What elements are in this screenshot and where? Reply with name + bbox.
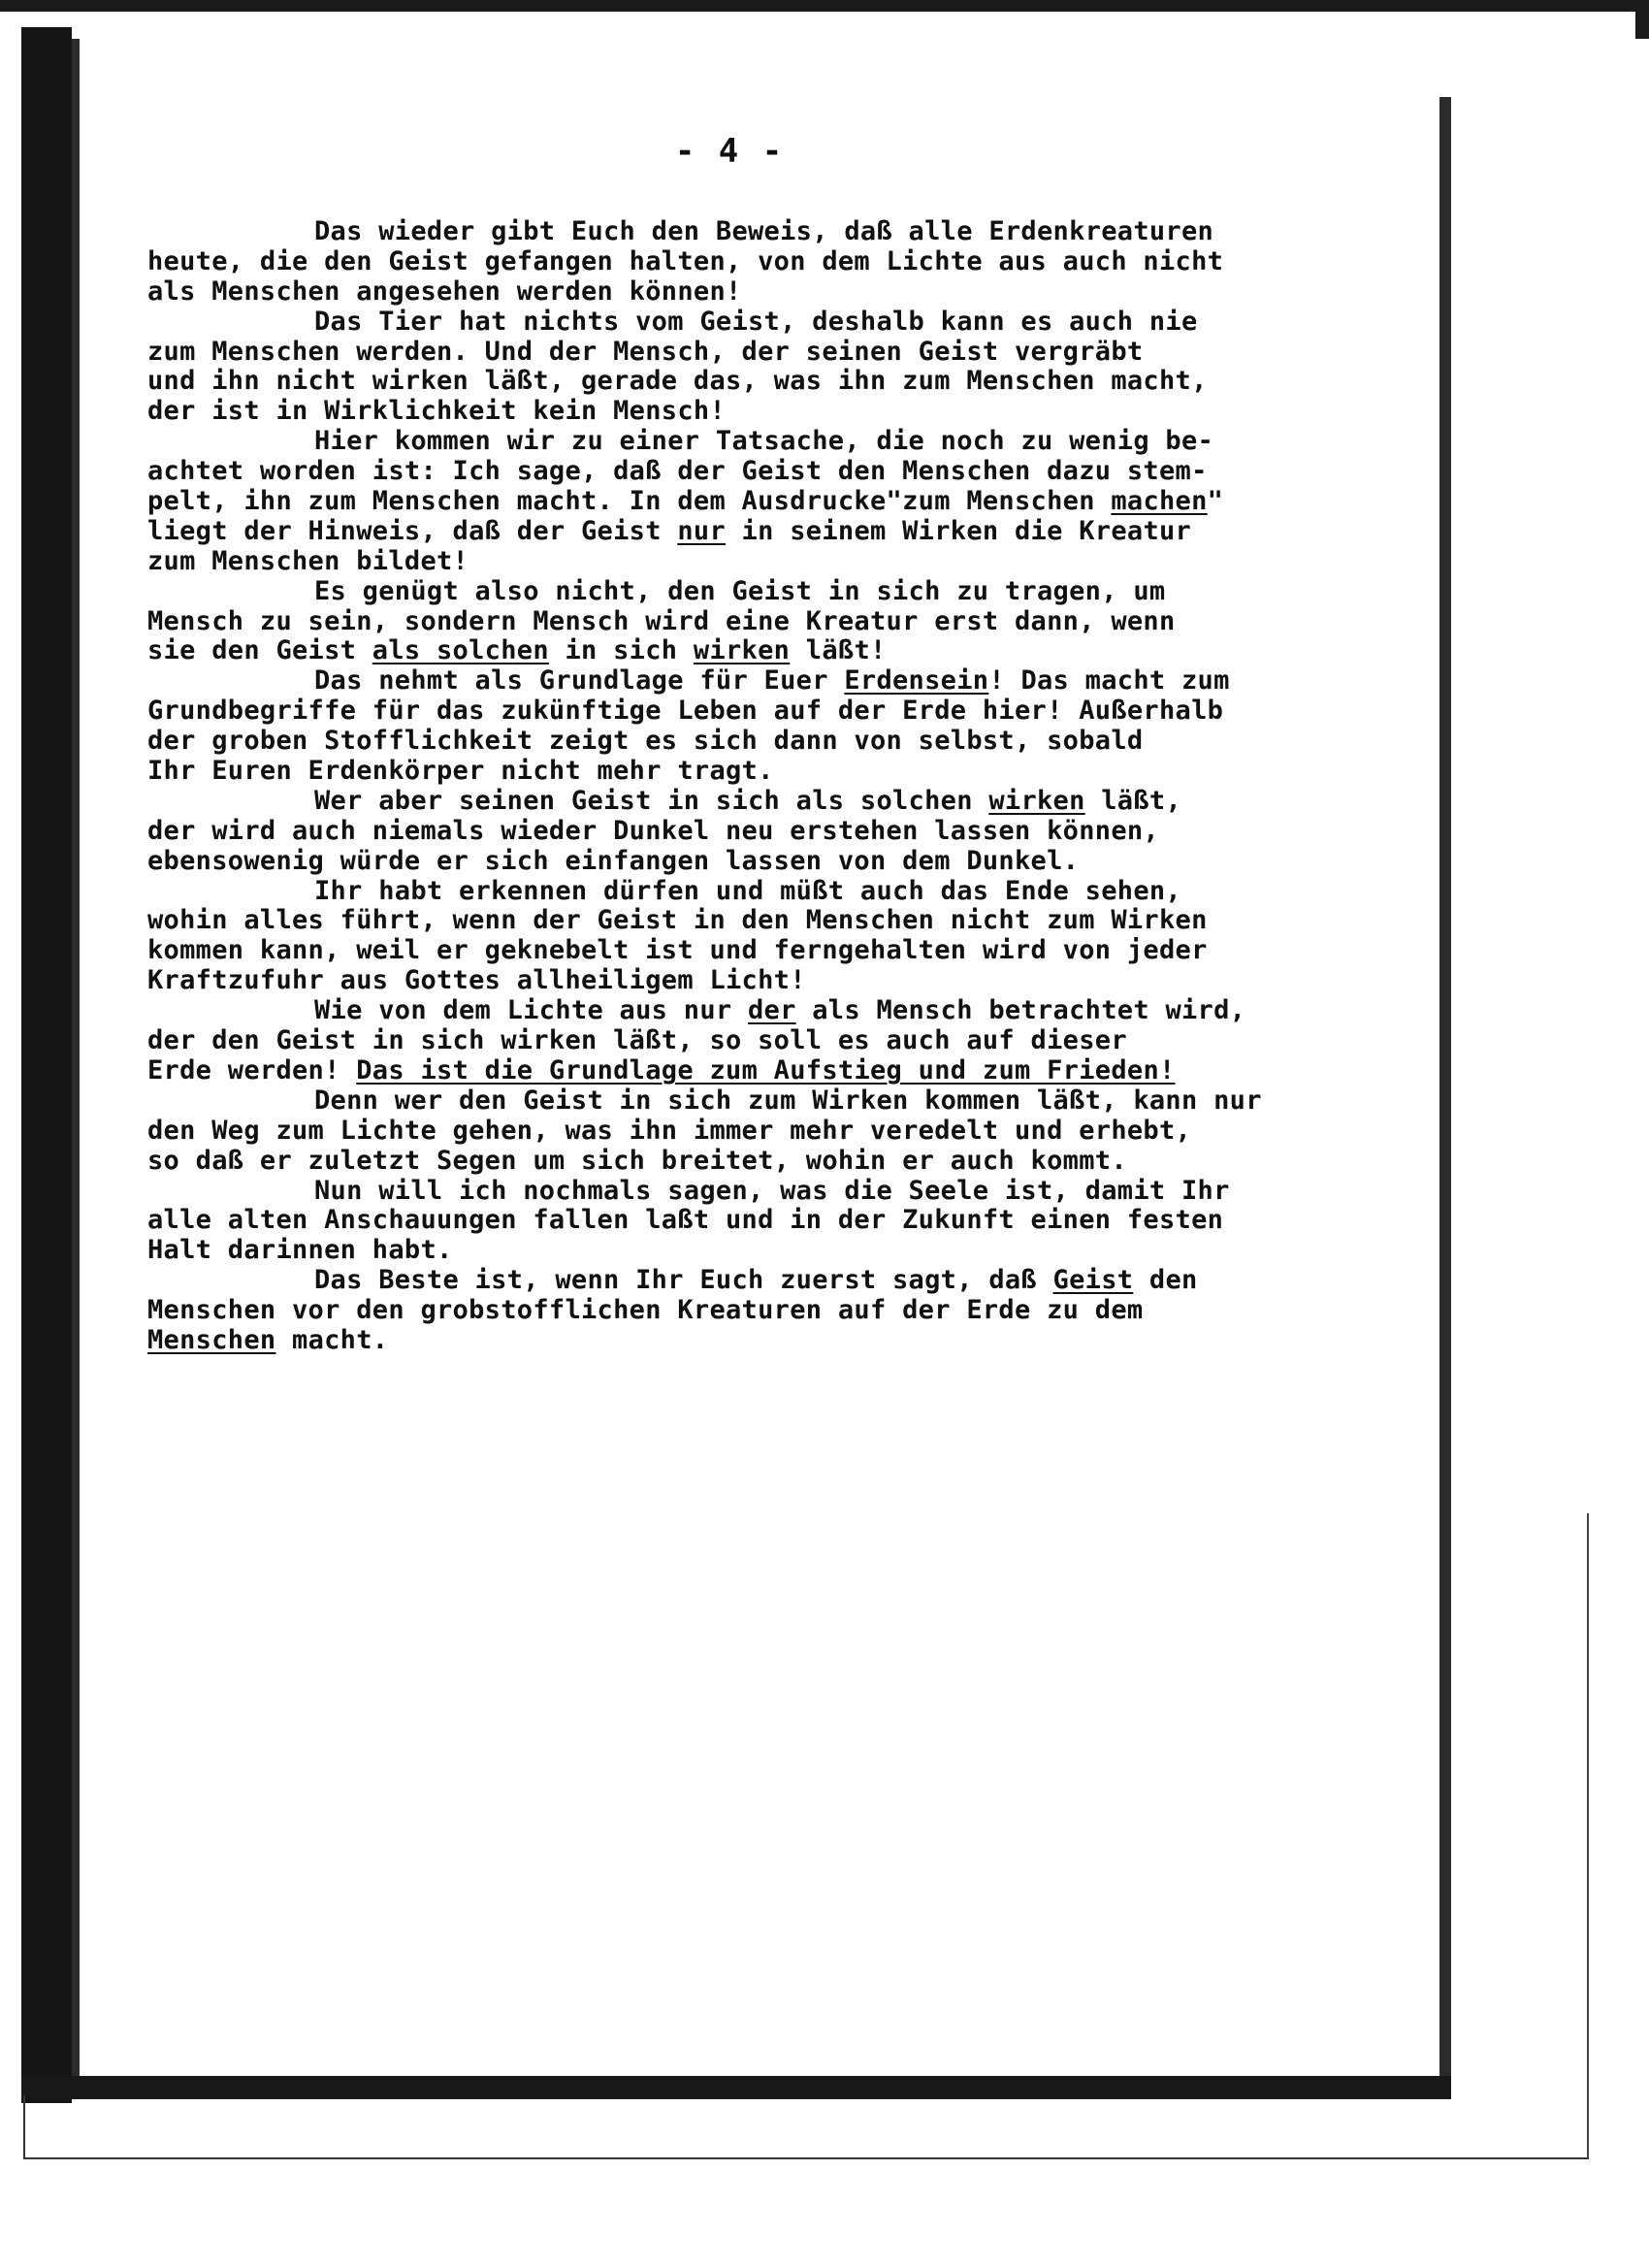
text-segment: als Menschen angesehen werden können! bbox=[147, 275, 742, 307]
text-segment: Halt darinnen habt. bbox=[147, 1235, 453, 1266]
text-segment: der wird auch niemals wieder Dunkel neu erstehen lassen können, bbox=[147, 815, 1159, 846]
text-segment: der groben Stofflichkeit zeigt es sich dann von selbst, sobald bbox=[147, 726, 1144, 757]
text-segment: Es genügt also nicht, den Geist in sich zu tragen, um bbox=[314, 575, 1166, 606]
text-segment: Hier kommen wir zu einer Tatsache, die noch zu wenig be- bbox=[314, 426, 1214, 457]
text-segment: ebensowenig würde er sich einfangen lassen von dem Dunkel. bbox=[147, 845, 1080, 876]
paragraph-first-line bbox=[147, 1266, 1447, 1296]
underlined-emphasis: wirken bbox=[693, 635, 791, 666]
text-line bbox=[147, 906, 1447, 936]
paragraph-first-line bbox=[147, 577, 1447, 607]
underlined-emphasis: Das ist die Grundlage zum Aufstieg und zum Frieden! bbox=[356, 1054, 1176, 1085]
text-line bbox=[147, 277, 1447, 308]
text-line bbox=[147, 936, 1447, 966]
text-line bbox=[147, 697, 1447, 727]
text-segment: Denn wer den Geist in sich zum Wirken kommen läßt, kann nur bbox=[314, 1085, 1262, 1116]
paragraph-first-line bbox=[147, 666, 1447, 697]
text-line bbox=[147, 847, 1447, 877]
text-line bbox=[147, 1056, 1447, 1086]
underlined-emphasis: wirken bbox=[988, 785, 1085, 816]
text-segment: den bbox=[1133, 1265, 1198, 1296]
paragraph-first-line bbox=[147, 787, 1447, 817]
text-segment: sie den Geist bbox=[147, 635, 372, 666]
text-segment: zum Menschen werden. Und der Mensch, der seinen Geist vergräbt bbox=[147, 336, 1144, 367]
text-segment: Kraftzufuhr aus Gottes allheiligem Licht! bbox=[147, 965, 806, 996]
text-segment: Mensch zu sein, sondern Mensch wird eine Kreatur erst dann, wenn bbox=[147, 605, 1176, 636]
text-segment: alle alten Anschauungen fallen laßt und in der Zukunft einen festen bbox=[147, 1205, 1224, 1236]
text-segment: ! Das macht zum bbox=[988, 665, 1230, 697]
scan-corner-mark bbox=[1635, 0, 1649, 39]
text-line bbox=[147, 636, 1447, 666]
text-line bbox=[147, 487, 1447, 517]
paragraph-first-line bbox=[147, 217, 1447, 247]
typewritten-page bbox=[147, 132, 1447, 1975]
underlined-emphasis: als solchen bbox=[372, 635, 549, 666]
scan-outer-frame bbox=[23, 2095, 1589, 2159]
text-segment: in seinem Wirken die Kreatur bbox=[726, 515, 1192, 546]
paragraph-first-line bbox=[147, 427, 1447, 457]
text-line bbox=[147, 517, 1447, 547]
text-line bbox=[147, 397, 1447, 427]
body-text bbox=[147, 217, 1447, 1356]
text-segment: Wie von dem Lichte aus nur bbox=[314, 995, 748, 1026]
text-line bbox=[147, 1117, 1447, 1147]
text-segment: Das wieder gibt Euch den Beweis, daß alle Erdenkreaturen bbox=[314, 216, 1214, 246]
scan-left-border bbox=[21, 27, 72, 2103]
paragraph-first-line bbox=[147, 877, 1447, 907]
text-segment: in sich bbox=[548, 635, 694, 666]
text-segment: " bbox=[1207, 486, 1224, 517]
text-line bbox=[147, 367, 1447, 397]
text-segment: Nun will ich nochmals sagen, was die Seele ist, damit Ihr bbox=[314, 1175, 1230, 1206]
text-segment: pelt, ihn zum Menschen macht. In dem Ausdrucke"zum Menschen bbox=[147, 486, 1112, 517]
text-segment: Ihr Euren Erdenkörper nicht mehr tragt. bbox=[147, 756, 774, 787]
underlined-emphasis: machen bbox=[1111, 486, 1208, 517]
text-segment: Menschen vor den grobstofflichen Kreaturen auf der Erde zu dem bbox=[147, 1295, 1144, 1326]
page-number: - 4 - bbox=[674, 132, 785, 171]
paragraph-first-line bbox=[147, 1177, 1447, 1207]
text-line bbox=[147, 247, 1447, 277]
text-line bbox=[147, 547, 1447, 577]
text-segment: Erde werden! bbox=[147, 1054, 357, 1085]
text-segment: wohin alles führt, wenn der Geist in den Menschen nicht zum Wirken bbox=[147, 905, 1208, 936]
text-segment: und ihn nicht wirken läßt, gerade das, was ihn zum Menschen macht, bbox=[147, 366, 1208, 397]
text-segment: der ist in Wirklichkeit kein Mensch! bbox=[147, 396, 726, 427]
text-segment: achtet worden ist: Ich sage, daß der Geist den Menschen dazu stem- bbox=[147, 456, 1208, 487]
underlined-emphasis: nur bbox=[677, 515, 726, 546]
text-segment: Das Tier hat nichts vom Geist, deshalb kann es auch nie bbox=[314, 306, 1198, 337]
paragraph-first-line bbox=[147, 996, 1447, 1026]
text-segment: macht. bbox=[275, 1324, 389, 1355]
text-line bbox=[147, 1147, 1447, 1177]
text-segment: liegt der Hinweis, daß der Geist bbox=[147, 515, 678, 546]
text-segment: läßt! bbox=[790, 635, 887, 666]
paragraph-first-line bbox=[147, 308, 1447, 338]
text-line bbox=[147, 457, 1447, 487]
text-segment: Grundbegriffe für das zukünftige Leben auf der Erde hier! Außerhalb bbox=[147, 696, 1224, 727]
scan-outer-frame-right bbox=[1587, 1513, 1589, 2159]
text-segment: der den Geist in sich wirken läßt, so soll es auch auf dieser bbox=[147, 1025, 1127, 1056]
underlined-emphasis: Erdensein bbox=[844, 665, 989, 697]
text-line bbox=[147, 1026, 1447, 1056]
text-segment: heute, die den Geist gefangen halten, von dem Lichte aus auch nicht bbox=[147, 245, 1224, 276]
text-segment: als Mensch betrachtet wird, bbox=[795, 995, 1246, 1026]
text-line bbox=[147, 338, 1447, 368]
text-line bbox=[147, 1296, 1447, 1326]
text-line bbox=[147, 607, 1447, 637]
text-segment: Ihr habt erkennen dürfen und müßt auch das Ende sehen, bbox=[314, 875, 1181, 906]
underlined-emphasis: Menschen bbox=[147, 1324, 276, 1355]
underlined-emphasis: der bbox=[748, 995, 796, 1026]
text-line bbox=[147, 757, 1447, 787]
text-segment: so daß er zuletzt Segen um sich breitet, wohin er auch kommt. bbox=[147, 1145, 1127, 1176]
text-segment: den Weg zum Lichte gehen, was ihn immer mehr veredelt und erhebt, bbox=[147, 1115, 1192, 1146]
text-segment: läßt, bbox=[1084, 785, 1182, 816]
text-line bbox=[147, 1236, 1447, 1266]
text-segment: Das Beste ist, wenn Ihr Euch zuerst sagt, daß bbox=[314, 1265, 1053, 1296]
text-line bbox=[147, 727, 1447, 757]
text-segment: Wer aber seinen Geist in sich als solchen bbox=[314, 785, 989, 816]
text-segment: kommen kann, weil er geknebelt ist und ferngehalten wird von jeder bbox=[147, 935, 1208, 966]
underlined-emphasis: Geist bbox=[1052, 1265, 1134, 1296]
text-line bbox=[147, 817, 1447, 847]
text-segment: zum Menschen bildet! bbox=[147, 545, 469, 576]
text-line bbox=[147, 966, 1447, 996]
scan-left-border-inner bbox=[72, 39, 80, 2095]
paragraph-first-line bbox=[147, 1086, 1447, 1117]
text-line bbox=[147, 1326, 1447, 1356]
text-line bbox=[147, 1206, 1447, 1236]
scan-top-edge bbox=[0, 0, 1649, 12]
text-segment: Das nehmt als Grundlage für Euer bbox=[314, 665, 845, 697]
